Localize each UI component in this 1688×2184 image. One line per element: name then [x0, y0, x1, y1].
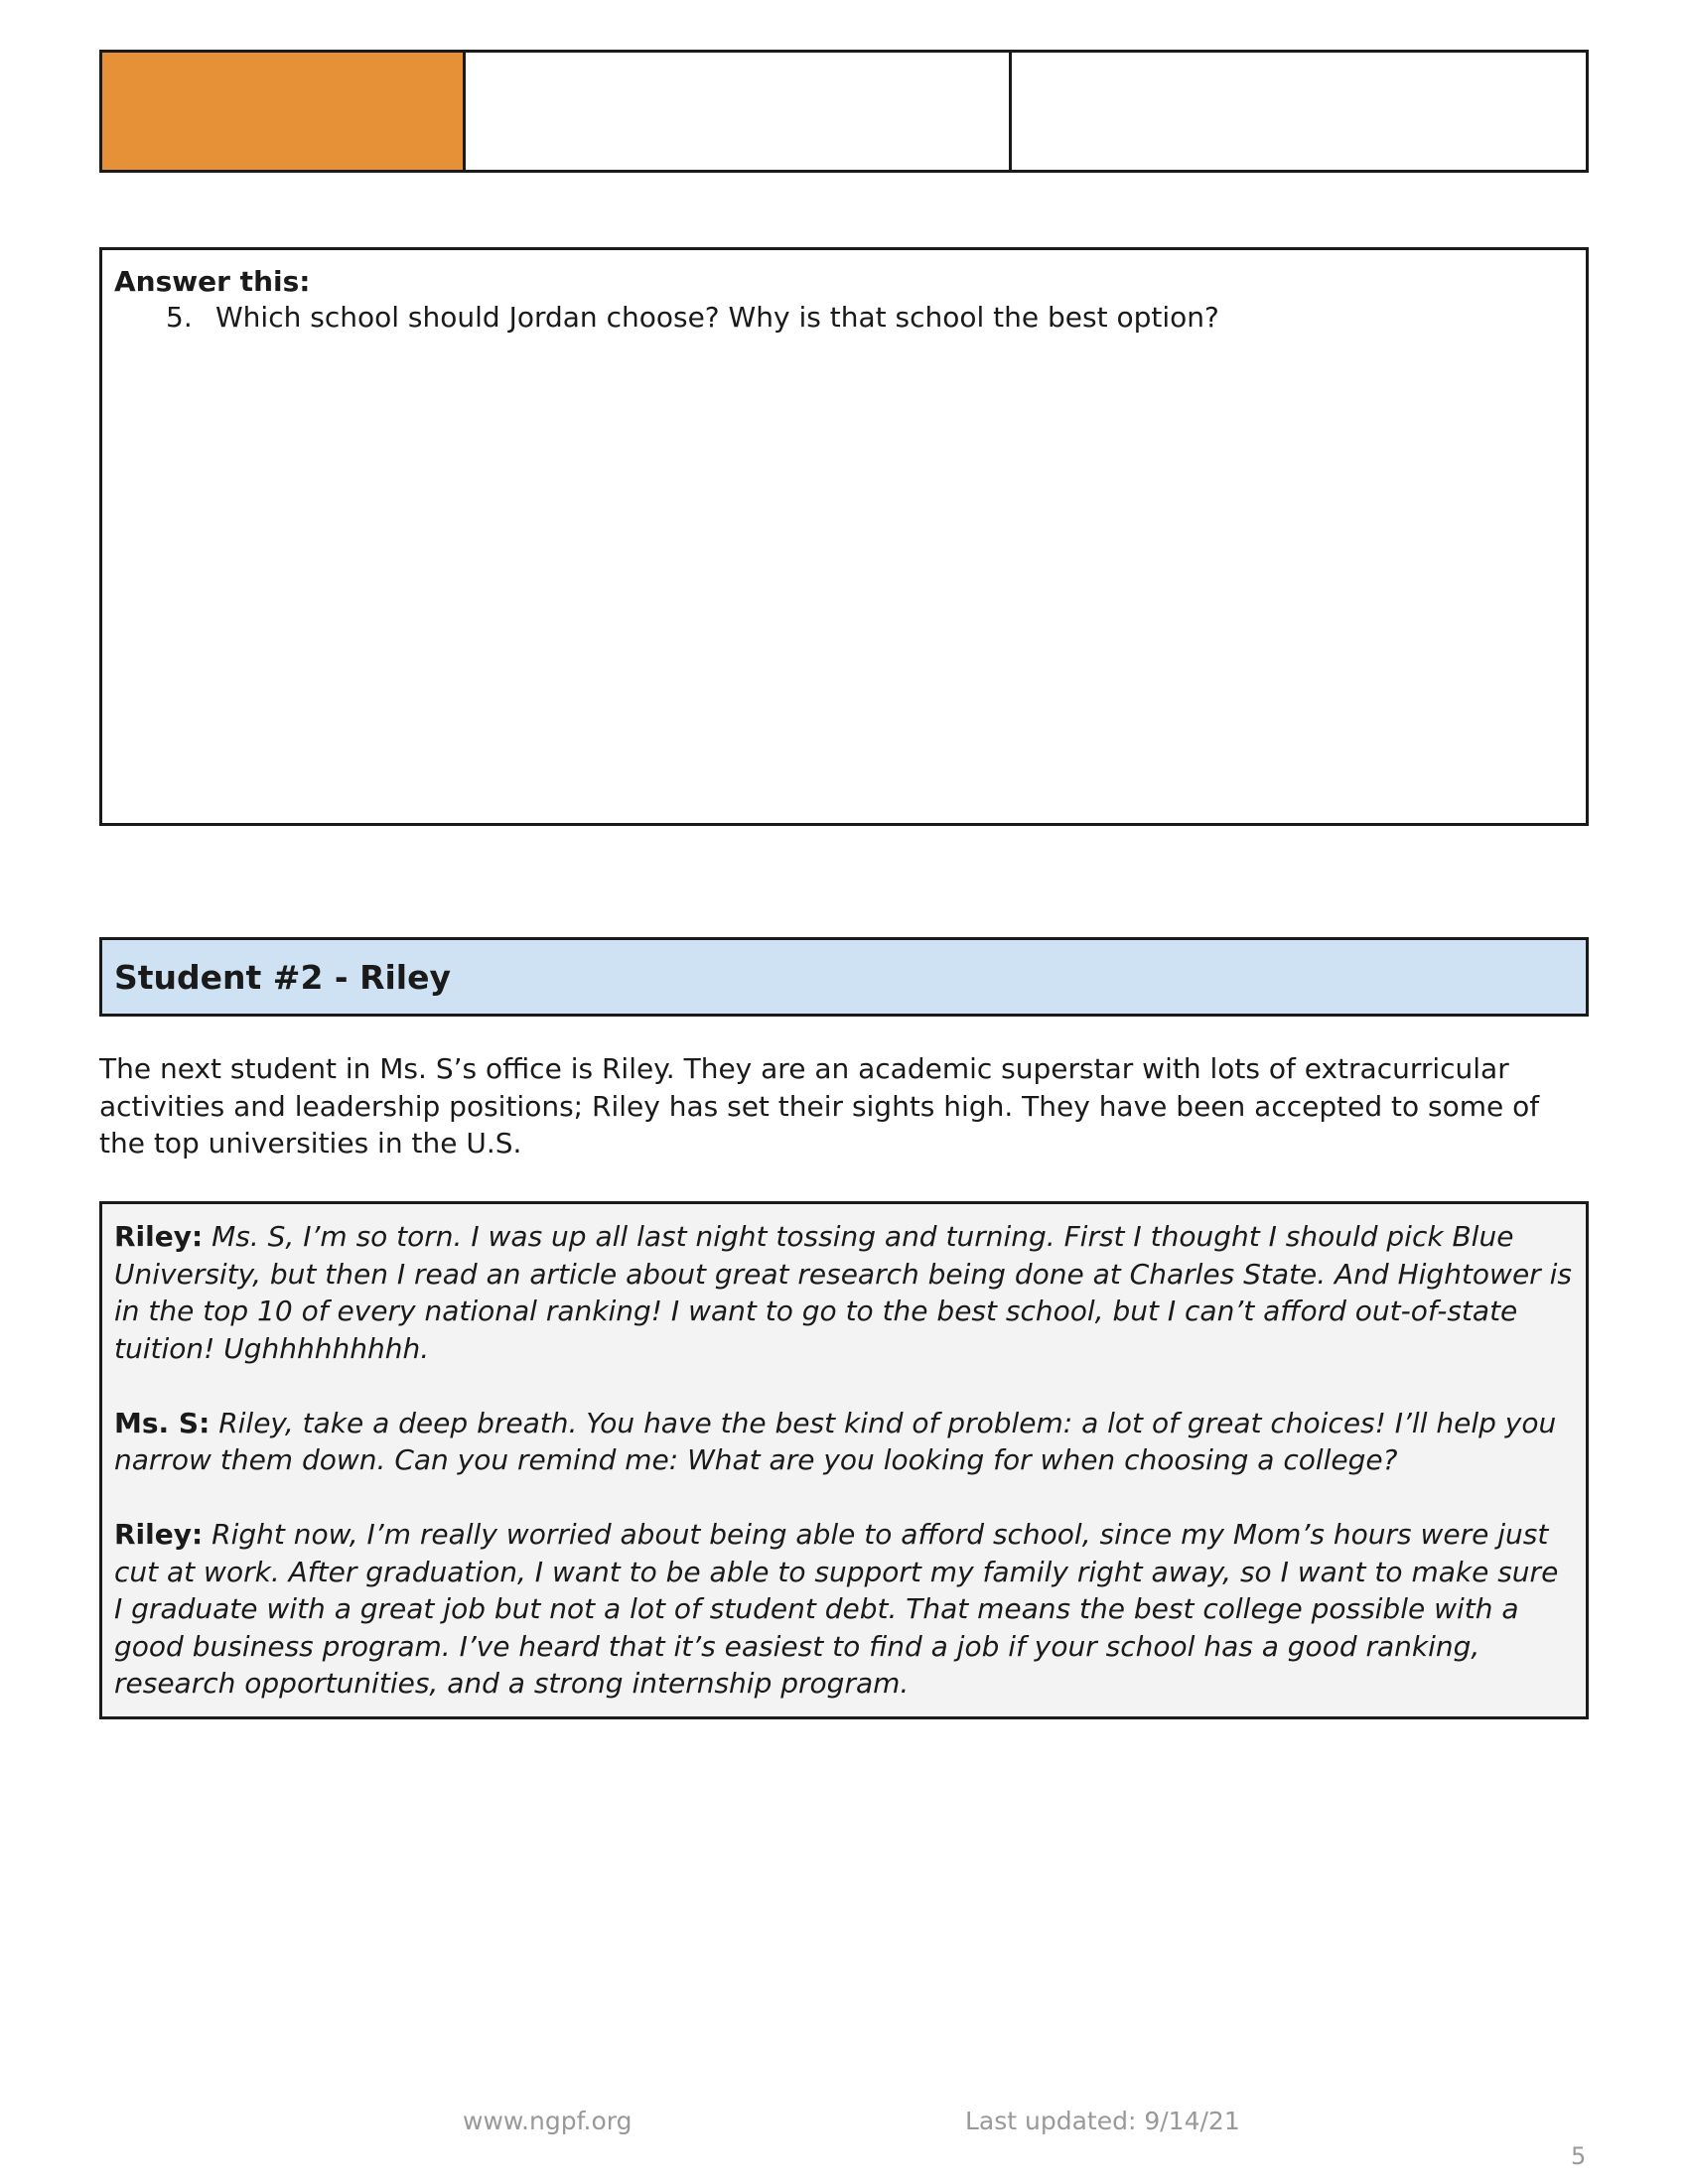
section-header — [99, 937, 1589, 1017]
question-text: Which school should Jordan choose? Why is that school the best option? — [215, 301, 1219, 334]
page-number: 5 — [1571, 2142, 1587, 2170]
section-title: Student #2 - Riley — [114, 957, 452, 997]
footer-last-updated: Last updated: 9/14/21 — [965, 2107, 1240, 2135]
speaker-name: Riley: — [114, 1518, 204, 1551]
dialogue-box — [99, 1201, 1589, 1719]
speaker-name: Ms. S: — [114, 1406, 211, 1439]
table-cell-blank[interactable] — [466, 53, 1012, 170]
answer-box[interactable] — [99, 247, 1589, 826]
answer-heading: Answer this: — [114, 265, 311, 298]
dialogue-line — [114, 1516, 1574, 1703]
table-cell-blank[interactable] — [1012, 53, 1586, 170]
footer-url[interactable]: www.ngpf.org — [463, 2107, 633, 2135]
speech-text: Ms. S, I’m so torn. I was up all last night tossing and turning. First I thought I should pick Blue University, but then I read an article about great research being done at Charles State. And Hightower is in the top 10 of every national ranking! I want to go to the best school, but I can’t afford out-of-state tuition! Ughhhhhhhhh. — [114, 1220, 1572, 1365]
dialogue-line — [114, 1405, 1574, 1479]
question-number: 5. — [166, 301, 193, 334]
question-item — [166, 300, 1574, 336]
table-cell-orange — [102, 53, 466, 170]
dialogue-line — [114, 1218, 1574, 1367]
speech-text: Right now, I’m really worried about being able to afford school, since my Mom’s hours were just cut at work. After graduation, I want to be able to support my family right away, so I want to make sure I graduate with a great job but not a lot of student debt. That means the best college possible with a good business program. I’ve heard that it’s easiest to find a job if your school has a good ranking, research opportunities, and a strong internship program. — [114, 1518, 1559, 1700]
speech-text: Riley, take a deep breath. You have the best kind of problem: a lot of great choices! I’ll help you narrow them down. Can you remind me: What are you looking for when choosing a college? — [114, 1406, 1557, 1476]
comparison-table-row — [99, 50, 1589, 173]
speaker-name: Riley: — [114, 1220, 204, 1253]
intro-paragraph: The next student in Ms. S’s office is Riley. They are an academic superstar with lots of extracurricular activities and leadership positions; Riley has set their sights high. They have been accepted to some of the top universities in the U.S. — [99, 1052, 1540, 1160]
